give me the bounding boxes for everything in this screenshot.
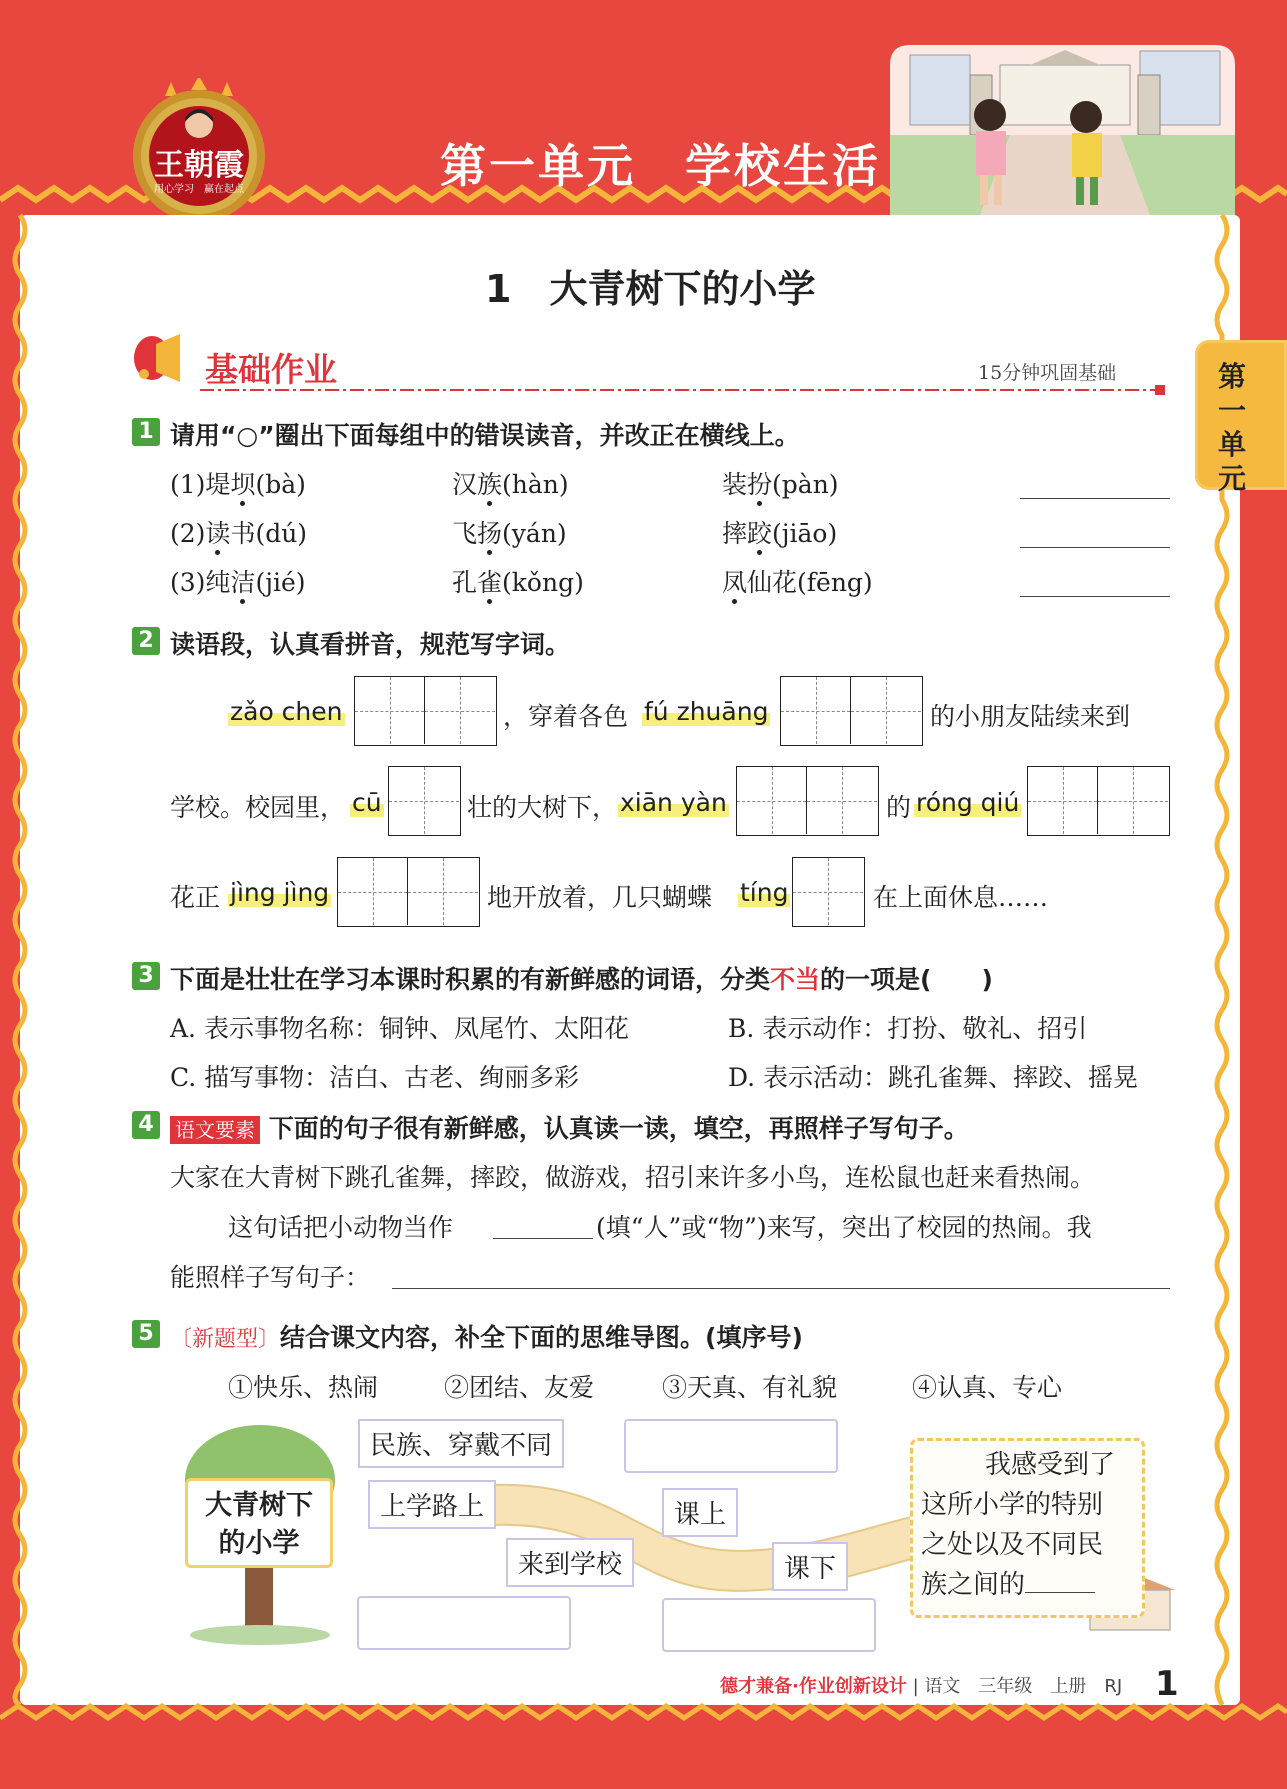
section-subtitle: 15分钟巩固基础 xyxy=(978,362,1117,384)
q5-choice-4: ④认真、专心 xyxy=(912,1373,1063,1402)
q2-grid-jingjing[interactable] xyxy=(337,857,480,927)
q2-prompt: 读语段，认真看拼音，规范写字词。 xyxy=(170,630,571,659)
megaphone-icon xyxy=(130,330,192,386)
q3-option-c[interactable]: C. 描写事物：洁白、古老、绚丽多彩 xyxy=(170,1063,580,1092)
q3-option-a[interactable]: A. 表示事物名称：铜钟、凤尾竹、太阳花 xyxy=(170,1014,629,1043)
q2-text-1a: ，穿着各色 xyxy=(503,702,629,731)
q1-prompt: 请用“○”圈出下面每组中的错误读音，并改正在横线上。 xyxy=(170,421,800,450)
q2-grid-ting[interactable] xyxy=(792,857,865,927)
q1-r3-c2: 孔雀(kǒng) xyxy=(452,563,584,599)
mm-blank-top[interactable] xyxy=(624,1419,838,1473)
q5-choice-1: ①快乐、热闹 xyxy=(228,1373,379,1402)
q2-grid-zaochen[interactable] xyxy=(354,676,497,746)
q2-text-2b: 壮的大树下， xyxy=(467,793,618,822)
q5-prompt-row: 〔新题型〕结合课文内容，补全下面的思维导图。(填序号) xyxy=(170,1323,803,1352)
q5-tag: 〔新题型〕 xyxy=(170,1327,281,1352)
q2-grid-fuzhuang[interactable] xyxy=(780,676,923,746)
side-tab-label: 第一单元 xyxy=(1217,360,1246,495)
question-number-4: 4 xyxy=(132,1111,160,1139)
mm-blank-left[interactable] xyxy=(357,1596,571,1650)
q2-grid-xianyan[interactable] xyxy=(736,766,879,836)
q4-fill-a: 这句话把小动物当作 xyxy=(228,1213,454,1242)
q3-option-b[interactable]: B. 表示动作：打扮、敬礼、招引 xyxy=(728,1014,1088,1043)
mm-node-minzu: 民族、穿戴不同 xyxy=(358,1419,564,1468)
q2-text-1b: 的小朋友陆续来到 xyxy=(930,702,1131,731)
q3-option-d[interactable]: D. 表示活动：跳孔雀舞、摔跤、摇晃 xyxy=(728,1063,1139,1092)
q4-write-label: 能照样子写句子： xyxy=(170,1263,371,1292)
mind-map-root: 大青树下 的小学 xyxy=(185,1478,333,1568)
q1-r2-c1: (2)读书(dú) xyxy=(170,514,307,550)
q2-text-3b: 地开放着，几只蝴蝶 xyxy=(487,883,713,912)
q4-tag: 语文要素 xyxy=(170,1116,260,1144)
q2-pinyin-rongqiu: róng qiú xyxy=(916,788,1020,817)
q1-answer-line-1[interactable] xyxy=(1020,498,1170,499)
q2-pinyin-cu: cū xyxy=(352,788,382,817)
q2-pinyin-ting: tíng xyxy=(740,878,789,907)
q1-r1-c3: 装扮(pàn) xyxy=(722,465,839,501)
q4-fill-blank[interactable] xyxy=(493,1238,593,1239)
q4-fill-b: (填“人”或“物”)来写，突出了校园的热闹。我 xyxy=(596,1213,1092,1242)
q2-grid-cu[interactable] xyxy=(388,766,461,836)
question-number-2: 2 xyxy=(132,627,160,655)
q1-r2-c2: 飞扬(yán) xyxy=(452,514,567,550)
logo-name: 王朝霞 xyxy=(154,148,244,183)
q5-choice-2: ②团结、友爱 xyxy=(444,1373,595,1402)
q2-pinyin-zaochen: zǎo chen xyxy=(230,697,343,726)
section-divider xyxy=(200,384,1170,396)
lesson-title: 1 大青树下的小学 xyxy=(485,267,816,311)
q2-pinyin-xianyan: xiān yàn xyxy=(620,788,727,817)
q4-prompt-row: 语文要素 下面的句子很有新鲜感，认真读一读，填空，再照样子写句子。 xyxy=(170,1109,969,1145)
q5-choice-3: ③天真、有礼貌 xyxy=(662,1373,838,1402)
q1-r1-c1: (1)堤坝(bà) xyxy=(170,465,306,501)
mm-node-break: 课下 xyxy=(772,1542,848,1591)
q2-pinyin-fuzhuang: fú zhuāng xyxy=(644,697,769,726)
q1-r3-c1: (3)纯洁(jié) xyxy=(170,563,306,599)
logo-motto: 用心学习 赢在起点 xyxy=(154,184,244,195)
q2-text-2a: 学校。校园里， xyxy=(170,793,346,822)
q2-text-2c: 的 xyxy=(886,793,912,822)
q1-answer-line-3[interactable] xyxy=(1020,596,1170,597)
mm-conclusion-blank[interactable] xyxy=(1025,1592,1095,1593)
mm-conclusion-box: 我感受到了 这所小学的特别 之处以及不同民 族之间的 xyxy=(910,1438,1145,1618)
q1-r1-c2: 汉族(hàn) xyxy=(452,465,569,501)
school-illustration xyxy=(890,45,1235,215)
section-title: 基础作业 xyxy=(205,350,337,389)
page-number: 1 xyxy=(1155,1664,1179,1704)
q4-write-line[interactable] xyxy=(392,1288,1170,1289)
unit-title: 第一单元 学校生活 xyxy=(440,139,881,193)
question-number-3: 3 xyxy=(132,962,160,990)
q1-answer-line-2[interactable] xyxy=(1020,547,1170,548)
q2-text-3a: 花正 xyxy=(170,883,221,912)
question-number-1: 1 xyxy=(132,418,160,446)
q2-text-3c: 在上面休息…… xyxy=(873,883,1049,912)
q1-r3-c3: 凤仙花(fēng) xyxy=(722,563,873,599)
q1-r2-c3: 摔跤(jiāo) xyxy=(722,514,837,550)
q2-grid-rongqiu[interactable] xyxy=(1027,766,1170,836)
q4-sentence: 大家在大青树下跳孔雀舞，摔跤，做游戏，招引来许多小鸟，连松鼠也赶来看热闹。 xyxy=(170,1163,1096,1192)
unit-side-tab[interactable] xyxy=(1195,340,1287,495)
q2-pinyin-jingjing: jìng jìng xyxy=(230,878,330,907)
mm-node-road: 上学路上 xyxy=(368,1480,496,1529)
brand-logo xyxy=(125,78,273,226)
mm-node-arrive: 来到学校 xyxy=(506,1538,634,1587)
mm-blank-right[interactable] xyxy=(662,1598,876,1652)
q3-prompt: 下面是壮壮在学习本课时积累的有新鲜感的词语，分类不当的一项是( ) xyxy=(170,965,993,994)
mm-node-class: 课上 xyxy=(662,1488,738,1537)
footer-info: 德才兼备·作业创新设计 | 语文 三年级 上册 RJ xyxy=(720,1676,1123,1697)
question-number-5: 5 xyxy=(132,1320,160,1348)
